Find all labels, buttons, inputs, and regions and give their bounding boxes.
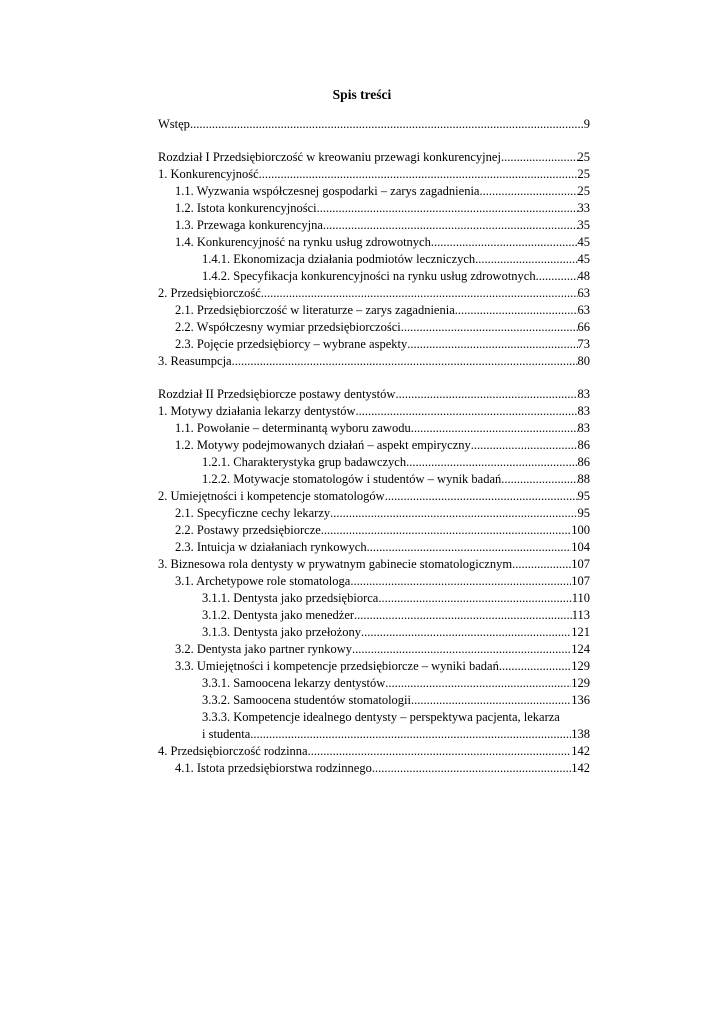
toc-entry-page: 107	[571, 574, 590, 588]
toc-entry-page: 138	[571, 727, 590, 741]
toc-entry[interactable]	[158, 488, 590, 505]
toc-leader-dots	[395, 386, 577, 403]
toc-entry-page: 63	[577, 286, 590, 300]
toc-entry-label: 4.1. Istota przedsiębiorstwa rodzinnego	[175, 761, 372, 775]
toc-entry-label: 3.2. Dentysta jako partner rynkowy	[175, 642, 353, 656]
toc-leader-dots	[401, 319, 578, 336]
toc-leader-dots	[536, 268, 578, 285]
toc-leader-dots	[323, 217, 578, 234]
toc-entry-label: 1.2.1. Charakterystyka grup badawczych	[202, 455, 407, 469]
toc-leader-dots	[411, 692, 571, 709]
toc-entry-label: 2.3. Pojęcie przedsiębiorcy – wybrane aspekty	[175, 337, 408, 351]
toc-entry-page: 113	[571, 608, 590, 622]
toc-entry-page: 129	[571, 676, 590, 690]
toc-entry[interactable]	[158, 183, 590, 200]
toc-entry-label: 3.1.3. Dentysta jako przełożony	[202, 625, 361, 639]
toc-entry[interactable]	[158, 539, 590, 556]
toc-leader-dots	[512, 556, 571, 573]
toc-entry-label: 3. Biznesowa rola dentysty w prywatnym gabinecie stomatologicznym	[158, 557, 513, 571]
toc-leader-dots	[330, 505, 577, 522]
toc-entry-label: 4. Przedsiębiorczość rodzinna	[158, 744, 308, 758]
toc-entry[interactable]	[158, 658, 590, 675]
toc-leader-dots	[475, 251, 577, 268]
toc-leader-dots	[431, 234, 578, 251]
toc-leader-dots	[406, 454, 577, 471]
toc-entry-label: 2.1. Przedsiębiorczość w literaturze – zarys zagadnienia	[175, 303, 455, 317]
toc-leader-dots	[250, 726, 571, 743]
toc-entry-label: 1.1. Wyzwania współczesnej gospodarki – zarys zagadnienia	[175, 184, 480, 198]
toc-entry[interactable]	[158, 386, 590, 403]
toc-entry-page: 73	[577, 337, 590, 351]
toc-entry-label: 3.3.1. Samoocena lekarzy dentystów	[202, 676, 386, 690]
toc-leader-dots	[232, 353, 578, 370]
toc-leader-dots	[361, 624, 571, 641]
toc-entry-label: 3.3.2. Samoocena studentów stomatologii	[202, 693, 412, 707]
toc-entry-page: 45	[577, 235, 590, 249]
toc-entry[interactable]	[158, 709, 590, 726]
toc-entry[interactable]	[158, 420, 590, 437]
toc-entry-page: 83	[577, 421, 590, 435]
toc-entry[interactable]	[158, 336, 590, 353]
toc-entry-label: 2.2. Współczesny wymiar przedsiębiorczości	[175, 320, 401, 334]
toc-leader-dots	[385, 488, 578, 505]
toc-entry-page: 110	[571, 591, 590, 605]
toc-entry-page: 9	[583, 117, 590, 131]
toc-entry-page: 25	[577, 184, 590, 198]
toc-entry-page: 86	[577, 455, 590, 469]
toc-entry-label: 3. Reasumpcja	[158, 354, 232, 368]
toc-entry[interactable]	[158, 200, 590, 217]
toc-entry-page: 107	[571, 557, 590, 571]
toc-entry-label: 3.1. Archetypowe role stomatologa	[175, 574, 351, 588]
toc-entry[interactable]	[158, 692, 590, 709]
toc-leader-dots	[317, 200, 578, 217]
toc-entry-label: 2. Przedsiębiorczość	[158, 286, 261, 300]
toc-leader-dots	[352, 641, 571, 658]
toc-leader-dots	[501, 471, 577, 488]
toc-entry-page: 25	[577, 150, 590, 164]
toc-entry[interactable]	[158, 505, 590, 522]
toc-leader-dots	[501, 149, 578, 166]
toc-entry[interactable]	[158, 522, 590, 539]
toc-entry-page: 33	[577, 201, 590, 215]
toc-leader-dots	[471, 437, 578, 454]
toc-entry-label: 2.2. Postawy przedsiębiorcze	[175, 523, 321, 537]
toc-entry-page: 142	[571, 761, 590, 775]
toc-entry-label: 1.2.2. Motywacje stomatologów i studentów – wynik badań	[202, 472, 502, 486]
toc-entry[interactable]	[158, 726, 590, 743]
toc-entry[interactable]	[158, 454, 590, 471]
toc-leader-dots	[407, 336, 577, 353]
toc-entry-page: 66	[577, 320, 590, 334]
toc-entry-label: 2. Umiejętności i kompetencje stomatologów	[158, 489, 385, 503]
toc-leader-dots	[455, 302, 578, 319]
toc-leader-dots	[190, 116, 584, 133]
toc-entry-label: 2.1. Specyficzne cechy lekarzy	[175, 506, 331, 520]
toc-entry-page: 136	[571, 693, 590, 707]
toc-leader-dots	[350, 573, 571, 590]
toc-leader-dots	[354, 607, 572, 624]
toc-entry[interactable]	[158, 285, 590, 302]
toc-entry-page: 45	[577, 252, 590, 266]
toc-entry-page: 88	[577, 472, 590, 486]
toc-entry[interactable]	[158, 760, 590, 777]
toc-entry[interactable]	[158, 251, 590, 268]
toc-leader-dots	[372, 760, 571, 777]
toc-entry-page: 86	[577, 438, 590, 452]
toc-entry-label: 1.4.1. Ekonomizacja działania podmiotów leczniczych	[202, 252, 476, 266]
toc-leader-dots	[367, 539, 572, 556]
toc-entry-page: 80	[577, 354, 590, 368]
toc-entry-label: 1.4. Konkurencyjność na rynku usług zdrowotnych	[175, 235, 431, 249]
toc-entry[interactable]	[158, 675, 590, 692]
toc-leader-dots	[479, 183, 577, 200]
toc-entry-page: 48	[577, 269, 590, 283]
table-of-contents	[158, 116, 590, 777]
toc-entry[interactable]	[158, 234, 590, 251]
toc-entry-page: 121	[571, 625, 590, 639]
toc-entry-label: 3.3. Umiejętności i kompetencje przedsiębiorcze – wyniki badań	[175, 659, 499, 673]
toc-entry[interactable]	[158, 471, 590, 488]
toc-entry[interactable]	[158, 590, 590, 607]
toc-entry-page: 63	[577, 303, 590, 317]
toc-leader-dots	[259, 166, 578, 183]
toc-entry[interactable]	[158, 556, 590, 573]
toc-entry-page: 83	[577, 387, 590, 401]
toc-entry-page: 129	[571, 659, 590, 673]
toc-entry[interactable]	[158, 268, 590, 285]
toc-entry-page: 83	[577, 404, 590, 418]
toc-leader-dots	[411, 420, 578, 437]
toc-entry[interactable]	[158, 302, 590, 319]
toc-entry[interactable]	[158, 437, 590, 454]
toc-entry-page: 25	[577, 167, 590, 181]
toc-entry-label: 1.3. Przewaga konkurencyjna	[175, 218, 323, 232]
toc-leader-dots	[261, 285, 578, 302]
toc-leader-dots	[356, 403, 578, 420]
toc-leader-dots	[378, 590, 571, 607]
toc-entry-page: 124	[571, 642, 590, 656]
toc-entry[interactable]	[158, 149, 590, 166]
toc-leader-dots	[499, 658, 571, 675]
toc-entry[interactable]	[158, 217, 590, 234]
toc-entry-label: 3.3.3. Kompetencje idealnego dentysty – perspektywa pacjenta, lekarza	[202, 710, 560, 724]
toc-entry[interactable]	[158, 353, 590, 370]
toc-entry-label: 1. Konkurencyjność	[158, 167, 259, 181]
toc-entry[interactable]	[158, 573, 590, 590]
toc-entry[interactable]	[158, 319, 590, 336]
toc-entry-page: 35	[577, 218, 590, 232]
toc-entry[interactable]	[158, 743, 590, 760]
toc-entry-label: 1.1. Powołanie – determinantą wyboru zawodu	[175, 421, 411, 435]
toc-entry-label: 3.1.2. Dentysta jako menedżer	[202, 608, 355, 622]
toc-leader-dots	[308, 743, 572, 760]
toc-entry-label: 3.1.1. Dentysta jako przedsiębiorca	[202, 591, 379, 605]
toc-entry-page: 142	[571, 744, 590, 758]
toc-entry-page: 100	[571, 523, 590, 537]
toc-entry[interactable]	[158, 116, 590, 133]
toc-entry-label: 1. Motywy działania lekarzy dentystów	[158, 404, 356, 418]
toc-leader-dots	[385, 675, 571, 692]
toc-entry-label: Rozdział II Przedsiębiorcze postawy dentystów	[158, 387, 396, 401]
toc-entry[interactable]	[158, 641, 590, 658]
toc-entry[interactable]	[158, 607, 590, 624]
toc-leader-dots	[321, 522, 571, 539]
toc-entry[interactable]	[158, 403, 590, 420]
toc-entry[interactable]	[158, 166, 590, 183]
toc-entry-page: 95	[577, 489, 590, 503]
toc-entry-label: i studenta	[202, 727, 251, 741]
toc-entry[interactable]	[158, 624, 590, 641]
toc-entry-label: 2.3. Intuicja w działaniach rynkowych	[175, 540, 367, 554]
toc-entry-label: 1.4.2. Specyfikacja konkurencyjności na rynku usług zdrowotnych	[202, 269, 536, 283]
toc-entry-label: 1.2. Motywy podejmowanych działań – aspekt empiryczny	[175, 438, 471, 452]
toc-entry-page: 104	[571, 540, 590, 554]
page-title: Spis treści	[332, 87, 392, 102]
toc-entry-label: Wstęp	[158, 117, 190, 131]
toc-entry-label: 1.2. Istota konkurencyjności	[175, 201, 317, 215]
toc-entry-label: Rozdział I Przedsiębiorczość w kreowaniu przewagi konkurencyjnej	[158, 150, 501, 164]
toc-entry-page: 95	[577, 506, 590, 520]
